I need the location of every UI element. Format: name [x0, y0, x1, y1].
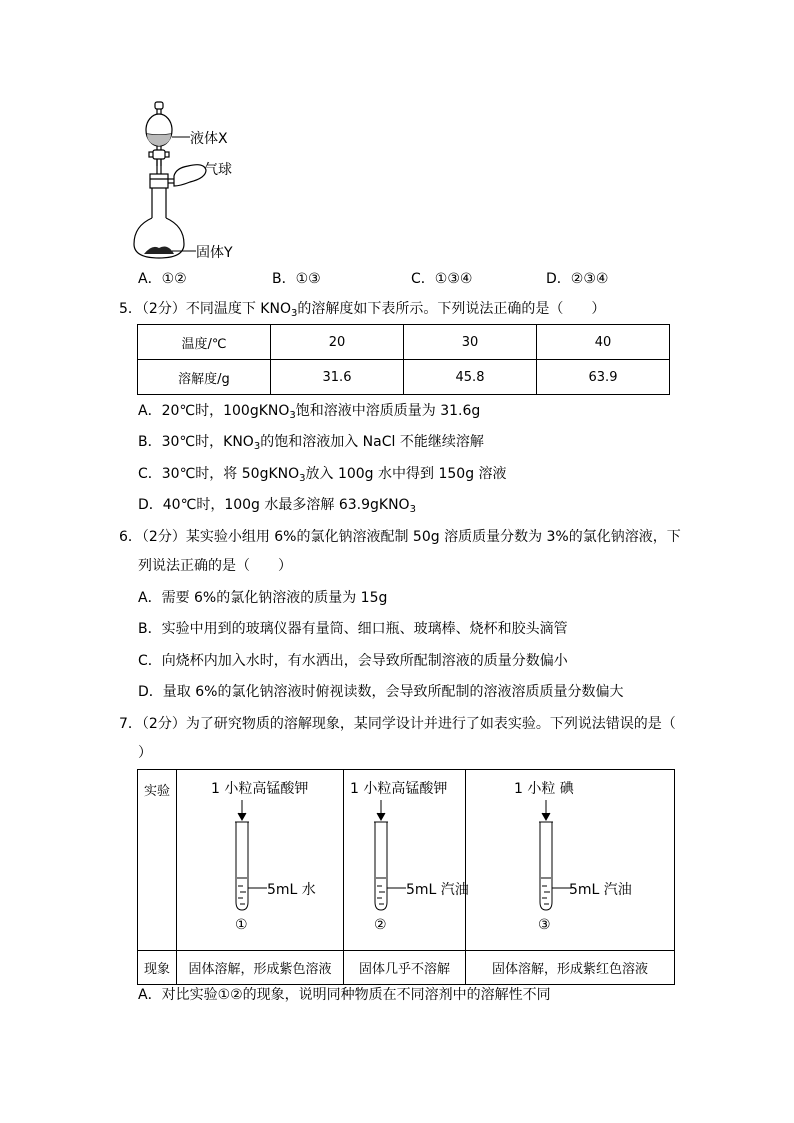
experiment-2-cell [344, 770, 469, 951]
table-cell: 20 [271, 325, 404, 360]
solubility-table [137, 324, 670, 395]
table-header-cell: 温度/℃ [138, 325, 271, 360]
q7-stem-line2: ） [138, 745, 152, 761]
q5-option-c[interactable]: C．30℃时，将 50gKNO$_3$放入 100g 水中得到 150g 溶液 [138, 466, 507, 484]
experiment-3-solvent: 5mL 汽油 [569, 882, 632, 898]
table-cell: 固体几乎不溶解 [344, 951, 466, 985]
q6-stem-line2: 列说法正确的是（ ） [138, 558, 292, 574]
q4-option-c[interactable]: C．①③④ [411, 271, 473, 287]
table-row [138, 951, 675, 985]
experiment-2-solvent: 5mL 汽油 [406, 882, 469, 898]
experiment-table [137, 769, 675, 985]
table-cell: 固体溶解，形成紫色溶液 [177, 951, 344, 985]
solid-y-label: 固体Y [196, 245, 233, 261]
experiment-1-solute: 1 小粒高锰酸钾 [211, 781, 309, 797]
test-tube-2 [366, 798, 426, 918]
table-cell: 固体溶解，形成紫红色溶液 [466, 951, 675, 985]
experiment-2-number: ② [374, 917, 387, 933]
table-row [138, 325, 670, 360]
experiment-1-solvent: 5mL 水 [267, 882, 316, 898]
table-header-cell: 现象 [138, 951, 177, 985]
experiment-2-solute: 1 小粒高锰酸钾 [350, 781, 448, 797]
q5-stem: 5．（2分）不同温度下 $KNO_3$的溶解度如下表所示。下列说法正确的是（ ） [119, 301, 606, 319]
table-cell: 63.9 [537, 360, 670, 395]
table-header-cell: 实验 [138, 770, 177, 951]
table-cell: 40 [537, 325, 670, 360]
q4-option-b[interactable]: B．①③ [272, 271, 321, 287]
test-tube-3 [531, 798, 591, 918]
q6-option-a[interactable]: A．需要 6%的氯化钠溶液的质量为 15g [138, 590, 388, 606]
q4-option-a[interactable]: A．①② [138, 271, 187, 287]
q6-option-b[interactable]: B．实验中用到的玻璃仪器有量筒、细口瓶、玻璃棒、烧杯和胶头滴管 [138, 621, 568, 637]
table-row [138, 770, 675, 951]
table-cell: 30 [404, 325, 537, 360]
q5-option-b[interactable]: B．30℃时，$KNO_3$的饱和溶液加入 NaCl 不能继续溶解 [138, 434, 484, 452]
q6-option-d[interactable]: D．量取 6%的氯化钠溶液时俯视读数，会导致所配制的溶液溶质质量分数偏大 [138, 684, 624, 700]
experiment-1-number: ① [235, 917, 248, 933]
balloon-label: 气球 [204, 162, 232, 178]
experiment-3-cell [466, 770, 675, 951]
q4-option-d[interactable]: D．②③④ [546, 271, 609, 287]
experiment-3-solute: 1 小粒 碘 [514, 781, 574, 797]
experiment-3-number: ③ [538, 917, 551, 933]
q7-stem-line1: 7．（2分）为了研究物质的溶解现象，某同学设计并进行了如表实验。下列说法错误的是（ [119, 716, 676, 732]
q7-option-a[interactable]: A．对比实验①②的现象，说明同种物质在不同溶剂中的溶解性不同 [138, 987, 551, 1003]
q6-stem-line1: 6．（2分）某实验小组用 6%的氯化钠溶液配制 50g 溶质质量分数为 3%的氯化钠溶液，下 [119, 529, 681, 545]
q5-option-d[interactable]: D．40℃时，100g 水最多溶解 63.9gKNO$_3$ [138, 497, 416, 515]
table-cell: 31.6 [271, 360, 404, 395]
experiment-1-cell [177, 770, 344, 951]
q5-option-a[interactable]: A．20℃时，100gKNO$_3$饱和溶液中溶质质量为 31.6g [138, 403, 481, 421]
q6-option-c[interactable]: C．向烧杯内加入水时，有水洒出，会导致所配制溶液的质量分数偏小 [138, 653, 568, 669]
test-tube-1 [227, 798, 287, 918]
table-cell: 45.8 [404, 360, 537, 395]
table-row [138, 360, 670, 395]
table-header-cell: 溶解度/g [138, 360, 271, 395]
liquid-x-label: 液体X [190, 131, 228, 147]
